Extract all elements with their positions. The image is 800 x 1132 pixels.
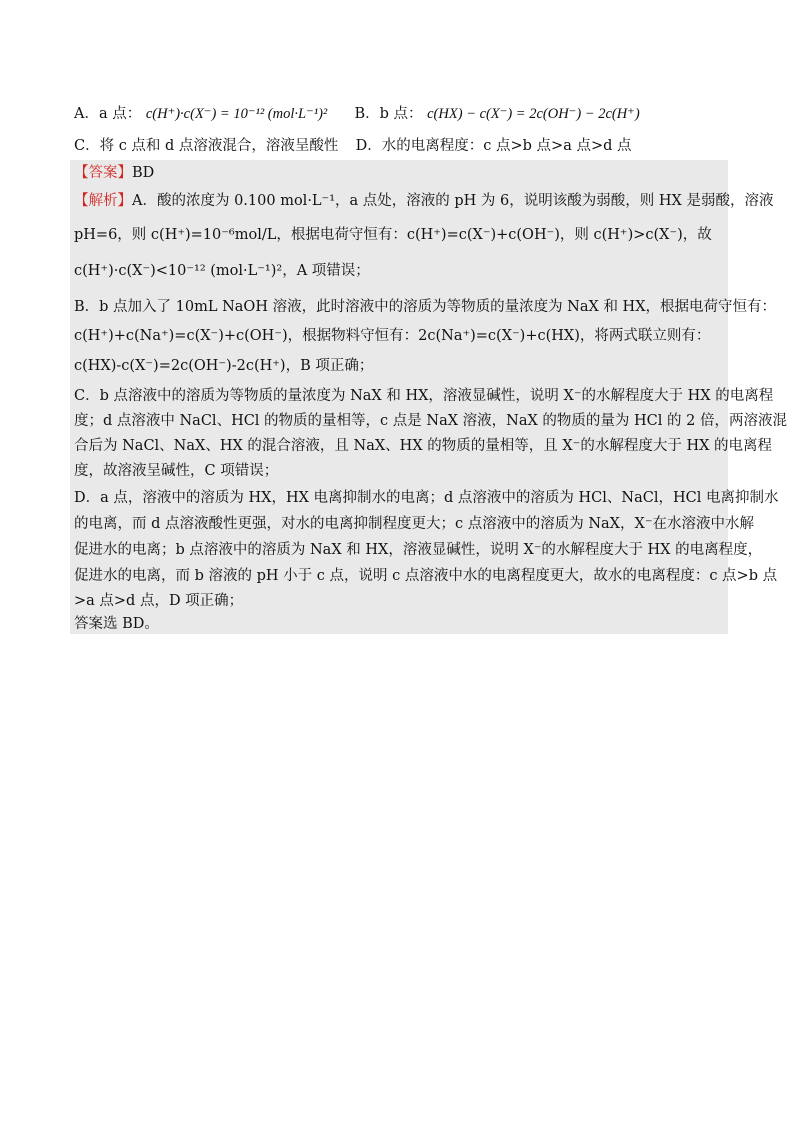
answer-line bbox=[74, 163, 154, 183]
analysis-text-line: C．b 点溶液中的溶质为等物质的量浓度为 NaX 和 HX，溶液显碱性，说明 X⁻的水解程度大于 HX 的电离程 bbox=[74, 388, 774, 404]
option-c-text: C．将 c 点和 d 点溶液混合，溶液呈酸性 bbox=[74, 138, 339, 154]
analysis-text-line: B．b 点加入了 10mL NaOH 溶液，此时溶液中的溶质为等物质的量浓度为 NaX 和 HX，根据电荷守恒有： bbox=[74, 299, 777, 315]
analysis-text-line: c(H⁺)·c(X⁻)<10⁻¹² (mol·L⁻¹)²，A 项错误； bbox=[74, 263, 370, 279]
analysis-text-line: D．a 点，溶液中的溶质为 HX，HX 电离抑制水的电离；d 点溶液中的溶质为 HCl、NaCl，HCl 电离抑制水 bbox=[74, 490, 779, 506]
analysis-line bbox=[74, 191, 773, 211]
answer-label: 【答案】 bbox=[74, 165, 132, 181]
analysis-text-line: 的电离，而 d 点溶液酸性更强，对水的电离抑制程度更大；c 点溶液中的溶质为 NaX，X⁻在水溶液中水解 bbox=[74, 516, 754, 532]
analysis-text-line: >a 点>d 点，D 项正确； bbox=[74, 593, 244, 609]
option-c-d-line bbox=[74, 136, 632, 156]
analysis-text-line: 度；d 点溶液中 NaCl、HCl 的物质的量相等，c 点是 NaX 溶液，NaX 的物质的量为 HCl 的 2 倍，两溶液混 bbox=[74, 413, 787, 429]
analysis-text-line: 促进水的电离，而 b 溶液的 pH 小于 c 点，说明 c 点溶液中水的电离程度更大，故水的电离程度：c 点>b 点 bbox=[74, 568, 778, 584]
analysis-label: 【解析】 bbox=[74, 193, 132, 209]
option-a-prefix: A．a 点： bbox=[74, 106, 142, 122]
option-d-text: D．水的电离程度：c 点>b 点>a 点>d 点 bbox=[355, 138, 632, 154]
answer-value: BD bbox=[132, 165, 155, 181]
option-a-b-line bbox=[74, 104, 640, 124]
analysis-text-line: c(H⁺)+c(Na⁺)=c(X⁻)+c(OH⁻)，根据物料守恒有：2c(Na⁺)=c(X⁻)+c(HX)，将两式联立则有： bbox=[74, 328, 711, 344]
analysis-text-line: 促进水的电离；b 点溶液中的溶质为 NaX 和 HX，溶液显碱性，说明 X⁻的水解程度大于 HX 的电离程度， bbox=[74, 542, 763, 558]
analysis-text-line: 合后为 NaCl、NaX、HX 的混合溶液，且 NaX、HX 的物质的量相等，且 X⁻的水解程度大于 HX 的电离程 bbox=[74, 438, 773, 454]
analysis-text-line: c(HX)-c(X⁻)=2c(OH⁻)-2c(H⁺)，B 项正确； bbox=[74, 358, 374, 374]
analysis-text-line: 答案选 BD。 bbox=[74, 616, 159, 632]
analysis-text-line: pH=6，则 c(H⁺)=10⁻⁶mol/L，根据电荷守恒有：c(H⁺)=c(X⁻)+c(OH⁻)，则 c(H⁺)>c(X⁻)，故 bbox=[74, 227, 712, 243]
analysis-text-line: 度，故溶液呈碱性，C 项错误； bbox=[74, 463, 279, 479]
option-b-equation: c(HX) − c(X⁻) = 2c(OH⁻) − 2c(H⁺) bbox=[427, 106, 640, 122]
option-b-prefix: B．b 点： bbox=[354, 106, 423, 122]
analysis-text-line: A．酸的浓度为 0.100 mol·L⁻¹，a 点处，溶液的 pH 为 6，说明该酸为弱酸，则 HX 是弱酸，溶液 bbox=[132, 193, 774, 209]
option-a-equation: c(H⁺)·c(X⁻) = 10⁻¹² (mol·L⁻¹)² bbox=[145, 106, 328, 122]
